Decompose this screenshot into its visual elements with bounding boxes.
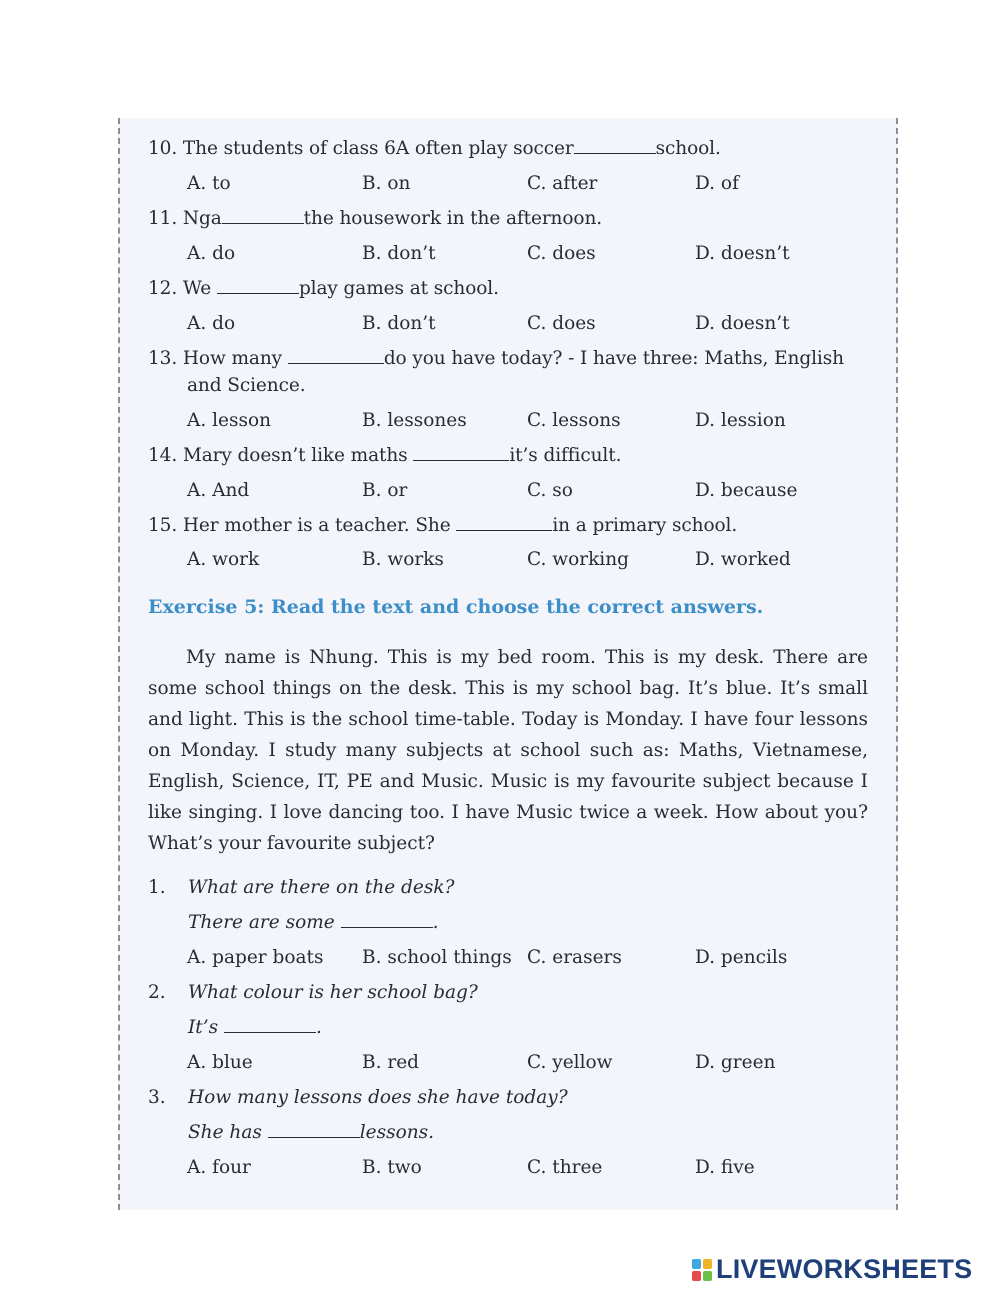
question-text: What colour is her school bag? <box>188 982 478 1003</box>
option-a[interactable]: A. do <box>187 313 236 334</box>
option-b[interactable]: B. on <box>362 173 411 194</box>
option-a[interactable]: A. work <box>187 549 260 570</box>
question-15: 15. Her mother is a teacher. She in a primary school. <box>148 515 738 536</box>
option-a[interactable]: A. paper boats <box>187 947 324 968</box>
question-text: How many lessons does she have today? <box>188 1087 568 1108</box>
option-b[interactable]: B. two <box>362 1157 422 1178</box>
option-d[interactable]: D. doesn’t <box>695 243 790 264</box>
option-c[interactable]: C. does <box>527 313 596 334</box>
answer-line: There are some . <box>188 912 439 933</box>
question-13: 13. How many do you have today? - I have three: Maths, English <box>148 348 844 369</box>
option-d[interactable]: D. pencils <box>695 947 788 968</box>
option-a[interactable]: A. to <box>187 173 231 194</box>
option-a[interactable]: A. four <box>187 1157 251 1178</box>
option-d[interactable]: D. of <box>695 173 739 194</box>
answer-blank[interactable] <box>268 1123 360 1138</box>
question-text: What are there on the desk? <box>188 877 455 898</box>
answer-blank[interactable] <box>574 139 656 154</box>
option-b[interactable]: B. don’t <box>362 313 436 334</box>
option-d[interactable]: D. lession <box>695 410 786 431</box>
option-c[interactable]: C. three <box>527 1157 603 1178</box>
question-10: 10. The students of class 6A often play soccer school. <box>148 138 721 159</box>
option-b[interactable]: B. lessones <box>362 410 467 431</box>
option-b[interactable]: B. red <box>362 1052 419 1073</box>
option-b[interactable]: B. don’t <box>362 243 436 264</box>
option-c[interactable]: C. lessons <box>527 410 621 431</box>
logo-square-yellow <box>703 1259 712 1269</box>
question-14: 14. Mary doesn’t like maths it’s difficult. <box>148 445 622 466</box>
question-13-continued: and Science. <box>187 375 306 396</box>
answer-line: She has lessons. <box>188 1122 435 1143</box>
option-d[interactable]: D. five <box>695 1157 755 1178</box>
option-b[interactable]: B. works <box>362 549 444 570</box>
exercise-5-heading: Exercise 5: Read the text and choose the correct answers. <box>148 596 764 618</box>
liveworksheets-logo-icon <box>692 1259 712 1281</box>
option-d[interactable]: D. because <box>695 480 798 501</box>
option-c[interactable]: C. working <box>527 549 629 570</box>
answer-blank[interactable] <box>222 209 304 224</box>
logo-square-red <box>692 1271 701 1281</box>
answer-blank[interactable] <box>341 913 433 928</box>
option-c[interactable]: C. yellow <box>527 1052 613 1073</box>
question-11: 11. Nga the housework in the afternoon. <box>148 208 603 229</box>
option-d[interactable]: D. worked <box>695 549 791 570</box>
option-b[interactable]: B. school things <box>362 947 512 968</box>
option-c[interactable]: C. after <box>527 173 598 194</box>
question-number: 3. <box>148 1087 166 1108</box>
option-a[interactable]: A. lesson <box>187 410 272 431</box>
question-number: 1. <box>148 877 166 898</box>
option-a[interactable]: A. do <box>187 243 236 264</box>
option-c[interactable]: C. does <box>527 243 596 264</box>
question-12: 12. We play games at school. <box>148 278 499 299</box>
option-d[interactable]: D. doesn’t <box>695 313 790 334</box>
brand-name: LIVEWORKSHEETS <box>716 1254 973 1284</box>
logo-square-blue <box>692 1259 701 1269</box>
option-b[interactable]: B. or <box>362 480 408 501</box>
answer-blank[interactable] <box>224 1018 316 1033</box>
reading-passage: My name is Nhung. This is my bed room. This is my desk. There are some school things on the desk. This is my school bag. It’s blue. It’s small and light. This is the school time-table. Today is Monday. I have four lessons on Monday. I study many subjects at school such as: Maths, Vietnamese, English, Science, IT, PE and Music. Music is my favourite subject because I like singing. I love dancing too. I have Music twice a week. How about you? What’s your favourite subject? <box>148 647 868 854</box>
option-c[interactable]: C. so <box>527 480 573 501</box>
answer-blank[interactable] <box>217 279 299 294</box>
answer-blank[interactable] <box>413 446 509 461</box>
option-c[interactable]: C. erasers <box>527 947 622 968</box>
liveworksheets-brand[interactable] <box>692 1254 972 1285</box>
option-d[interactable]: D. green <box>695 1052 776 1073</box>
answer-line: It’s . <box>188 1017 322 1038</box>
option-a[interactable]: A. And <box>187 480 250 501</box>
question-number: 2. <box>148 982 166 1003</box>
answer-blank[interactable] <box>288 349 384 364</box>
answer-blank[interactable] <box>456 516 552 531</box>
logo-square-green <box>703 1271 712 1281</box>
option-a[interactable]: A. blue <box>187 1052 253 1073</box>
